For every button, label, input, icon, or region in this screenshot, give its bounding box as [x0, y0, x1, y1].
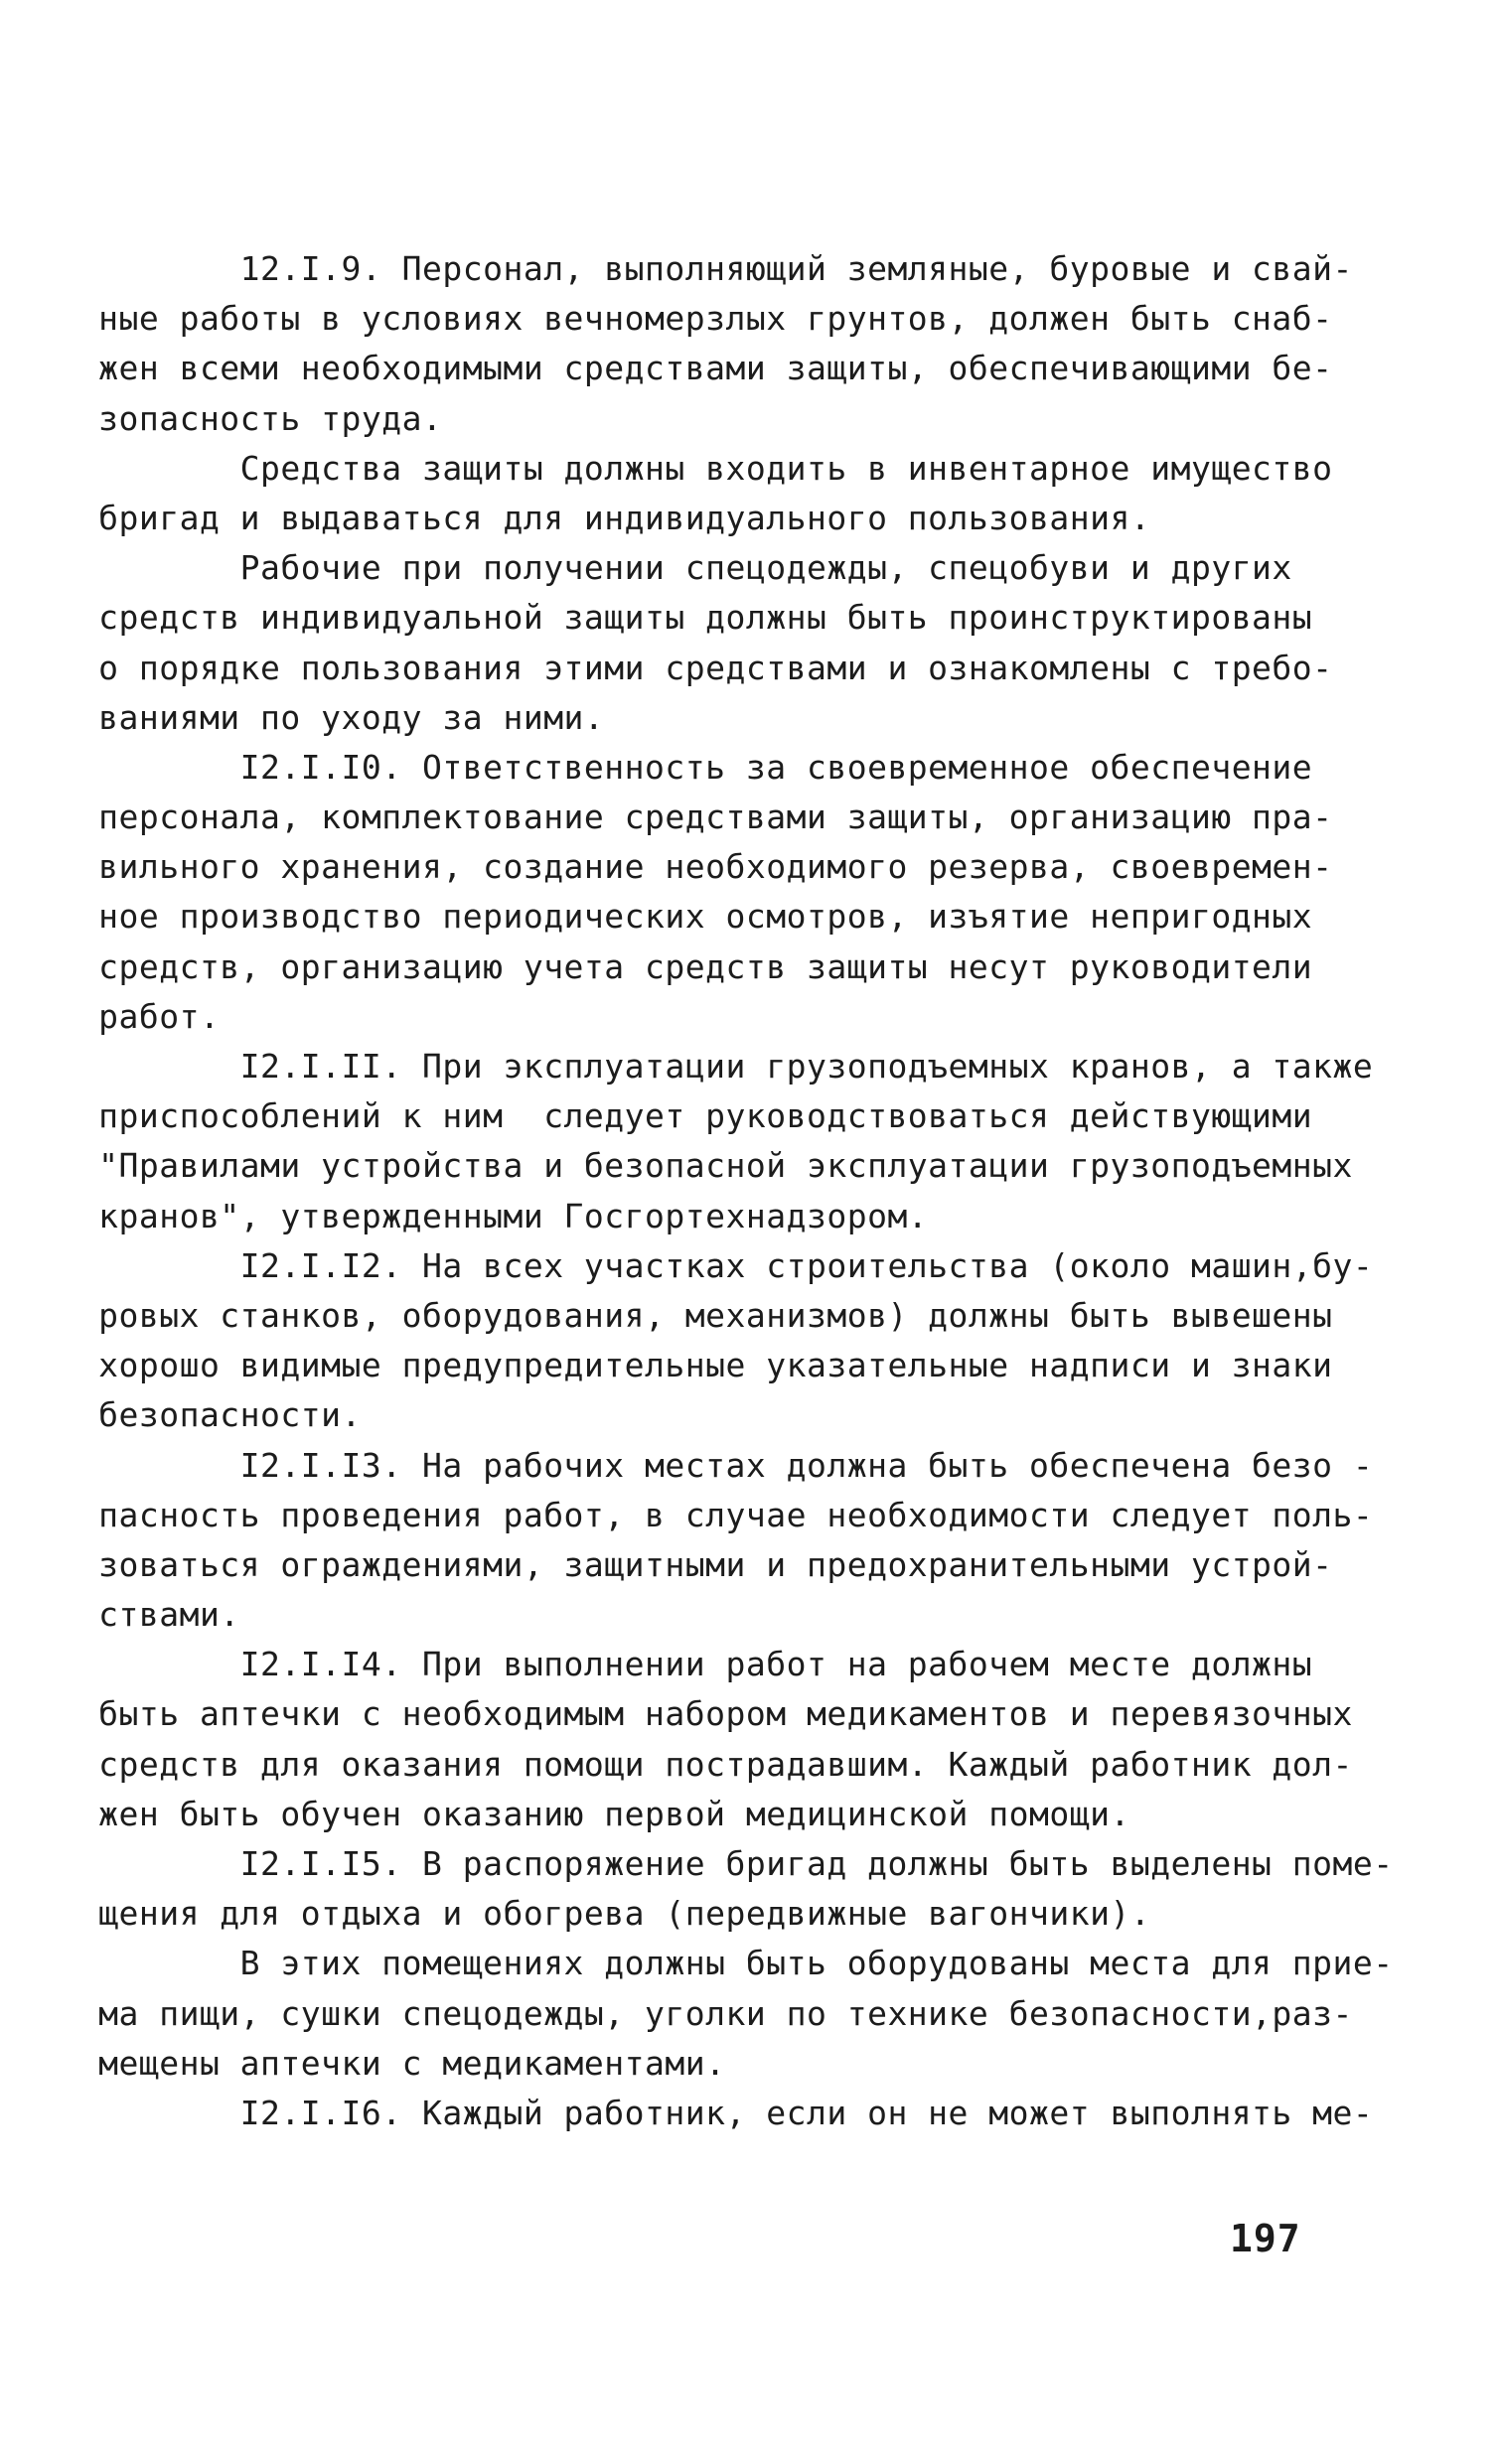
- body-text: [38, 244, 1394, 2138]
- text-line: о порядке пользования этими средствами и ознакомлены с требо-: [38, 648, 1333, 687]
- text-line: быть аптечки с необходимым набором медикаментов и перевязочных: [38, 1694, 1353, 1734]
- text-line: персонала, комплектование средствами защиты, организацию пра-: [38, 797, 1333, 837]
- text-line: жен быть обучен оказанию первой медицинской помощи.: [38, 1794, 1130, 1833]
- text-line: Средства защиты должны входить в инвентарное имущество: [38, 448, 1333, 488]
- text-line: кранов", утвержденными Госгортехнадзором.: [38, 1196, 929, 1235]
- page-number: 197: [1230, 2217, 1301, 2260]
- text-line: средств, организацию учета средств защиты несут руководители: [38, 946, 1313, 986]
- text-line: I2.I.I3. На рабочих местах должна быть обеспечена безо -: [38, 1445, 1374, 1485]
- text-line: зопасность труда.: [38, 398, 443, 438]
- text-line: ствами.: [38, 1595, 240, 1635]
- text-line: бригад и выдаваться для индивидуального пользования.: [38, 498, 1151, 537]
- text-line: средств индивидуальной защиты должны быть проинструктированы: [38, 598, 1313, 638]
- text-line: I2.I.I4. При выполнении работ на рабочем месте должны: [38, 1645, 1313, 1684]
- text-line: жен всеми необходимыми средствами защиты, обеспечивающими бе-: [38, 349, 1333, 388]
- text-line: ровых станков, оборудования, механизмов) должны быть вывешены: [38, 1295, 1333, 1335]
- text-line: зоваться ограждениями, защитными и предохранительными устрой-: [38, 1544, 1333, 1584]
- text-line: ные работы в условиях вечномерзлых грунтов, должен быть снаб-: [38, 299, 1333, 339]
- text-line: I2.I.I2. На всех участках строительства (около машин,бу-: [38, 1245, 1374, 1285]
- text-line: ное производство периодических осмотров, изъятие непригодных: [38, 897, 1313, 937]
- text-line: I2.I.II. При эксплуатации грузоподъемных кранов, а также: [38, 1047, 1374, 1086]
- text-line: средств для оказания помощи пострадавшим. Каждый работник дол-: [38, 1744, 1353, 1784]
- text-line: ваниями по уходу за ними.: [38, 697, 605, 737]
- text-line: приспособлений к ним следует руководствоваться действующими: [38, 1096, 1313, 1136]
- text-line: безопасности.: [38, 1395, 362, 1435]
- text-line: ма пищи, сушки спецодежды, уголки по технике безопасности,раз-: [38, 1993, 1353, 2033]
- text-line: хорошо видимые предупредительные указательные надписи и знаки: [38, 1346, 1333, 1385]
- text-line: I2.I.I5. В распоряжение бригад должны быть выделены поме-: [38, 1844, 1394, 1883]
- text-line: "Правилами устройства и безопасной эксплуатации грузоподъемных: [38, 1146, 1353, 1186]
- text-line: мещены аптечки с медикаментами.: [38, 2043, 726, 2083]
- text-line: I2.I.I0. Ответственность за своевременное обеспечение: [38, 747, 1313, 787]
- text-line: 12.I.9. Персонал, выполняющий земляные, буровые и свай-: [38, 249, 1353, 288]
- text-line: I2.I.I6. Каждый работник, если он не может выполнять ме-: [38, 2093, 1374, 2132]
- text-line: Рабочие при получении спецодежды, спецобуви и других: [38, 548, 1292, 588]
- text-line: пасность проведения работ, в случае необходимости следует поль-: [38, 1495, 1374, 1534]
- text-line: щения для отдыха и обогрева (передвижные вагончики).: [38, 1894, 1151, 1934]
- text-line: В этих помещениях должны быть оборудованы места для прие-: [38, 1944, 1394, 1983]
- text-line: вильного хранения, создание необходимого резерва, своевремен-: [38, 847, 1333, 887]
- text-line: работ.: [38, 996, 221, 1036]
